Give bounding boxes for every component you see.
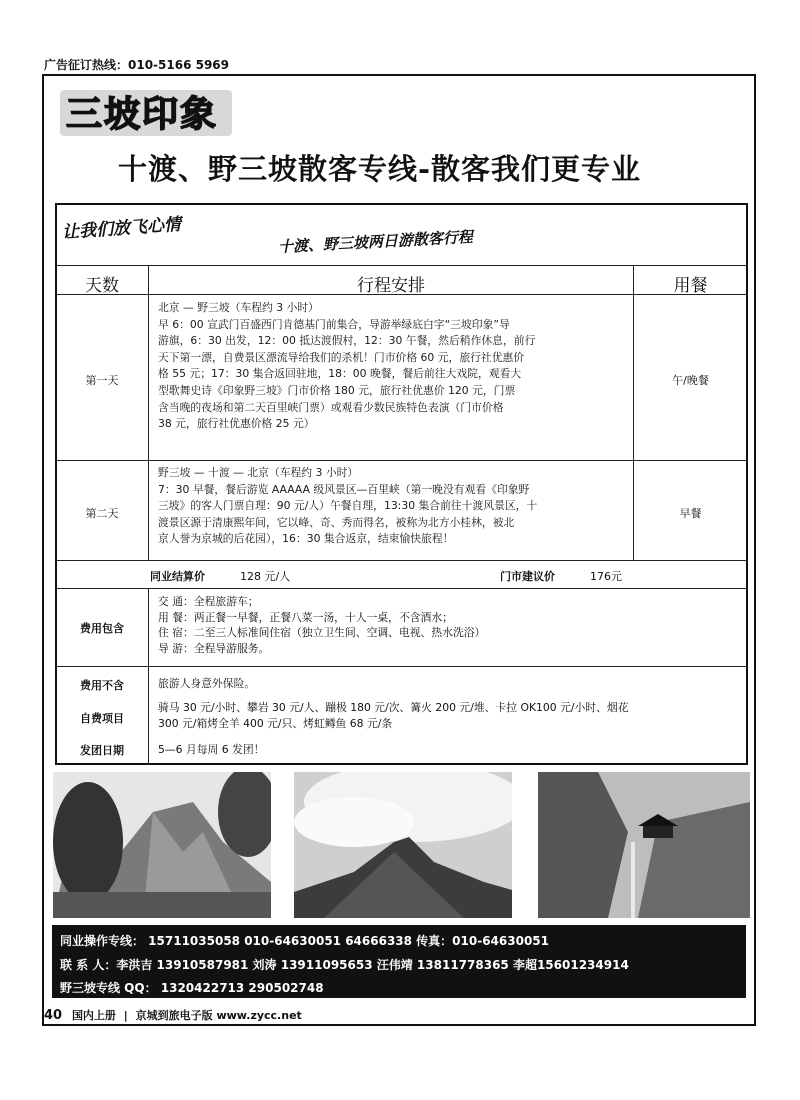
scenery-photo-cliff-pavilion	[538, 772, 750, 918]
price-rule	[55, 588, 748, 589]
day1-label: 第一天	[85, 374, 119, 387]
day2-line: 7：30 早餐，餐后游览 AAAAA 级风景区—百里峡（第一晚没有观看《印象野	[158, 482, 530, 496]
col-divider-lower	[148, 588, 149, 764]
day1-line: 格 55 元；17：30 集合返回驻地，18：00 晚餐，餐后前往大戏院，观看大	[158, 367, 522, 381]
day2-rule	[55, 560, 748, 561]
table-top-rule	[55, 265, 748, 266]
section-name: 国内上册	[71, 1009, 116, 1022]
day1-line: 含当晚的夜场和第二天百里峡门票）或观看少数民族特色表演（门市价格	[158, 400, 504, 414]
retail-price-label: 门市建议价	[500, 570, 555, 583]
departure-text: 5—6 月每周 6 发团！	[158, 743, 265, 756]
day1-line: 型歌舞史诗《印象野三坡》门市价格 180 元，旅行社优惠价 120 元，门票	[158, 383, 516, 397]
included-rule	[55, 666, 748, 667]
svg-text:三坡印象: 三坡印象	[66, 94, 219, 135]
day2-line: 野三坡 — 十渡 — 北京（车程约 3 小时）	[158, 466, 359, 479]
excluded-text: 旅游人身意外保险。	[158, 677, 256, 690]
day2-meals: 早餐	[679, 507, 702, 520]
trade-price-label: 同业结算价	[150, 570, 205, 583]
itinerary-title: 十渡、野三坡两日游散客行程	[277, 227, 474, 256]
included-item: 用 餐：两正餐一早餐，正餐八菜一汤，十人一桌，不含酒水；	[158, 610, 453, 624]
day2-label: 第二天	[85, 507, 119, 520]
contact-persons: 联 系 人：李洪吉 13910587981 刘涛 13911095653 汪伟靖 13811778365 李超15601234914	[60, 958, 629, 972]
selfpay-line: 300 元/箱烤全羊 400 元/只、烤虹鳟鱼 68 元/条	[158, 716, 393, 730]
slogan: 让我们放飞心情	[61, 214, 182, 243]
day2-line: 三坡》的客人门票自理：90 元/人）午餐自理，13:30 集合前往十渡风景区，十	[158, 499, 538, 513]
header-meals: 用餐	[673, 276, 708, 296]
selfpay-line: 骑马 30 元/小时、攀岩 30 元/人、蹦极 180 元/次、篝火 200 元/堆、卡拉 OK100 元/小时、烟花	[158, 701, 629, 714]
day1-line: 北京 — 野三坡（车程约 3 小时）	[158, 301, 319, 314]
scenery-photo-mountain-peaks	[53, 772, 271, 918]
day2-schedule	[158, 465, 628, 548]
header-schedule: 行程安排	[357, 276, 425, 296]
day2-line: 京人誉为京城的后花园），16：30 集合返京，结束愉快旅程！	[158, 532, 454, 546]
trade-price: 128 元/人	[240, 570, 291, 583]
included-item: 导 游：全程导游服务。	[158, 641, 270, 655]
departure-label: 发团日期	[80, 744, 124, 757]
publication-name: 京城到旅电子版 www.zycc.net	[135, 1009, 302, 1022]
excluded-label: 费用不含	[80, 679, 124, 692]
included-item: 交 通：全程旅游车；	[158, 595, 259, 608]
contact-qq: 野三坡专线 QQ： 1320422713 290502748	[60, 981, 324, 995]
footer-divider: |	[123, 1009, 128, 1022]
page-number: 40	[44, 1008, 63, 1023]
brand-logo	[60, 88, 235, 138]
included-item: 住 宿：二至三人标准间住宿（独立卫生间、空调、电视、热水洗浴）	[158, 626, 486, 640]
day1-line: 游旗，6：30 出发，12：00 抵达渡假村，12：30 午餐，然后稍作休息，前行	[158, 334, 536, 348]
day1-meals: 午/晚餐	[672, 374, 709, 387]
header-days: 天数	[85, 276, 119, 296]
included-label: 费用包含	[80, 622, 124, 635]
day2-line: 渡景区源于清康熙年间，它以峰、奇、秀而得名，被称为北方小桂林，被北	[158, 515, 515, 529]
included-list	[158, 594, 738, 656]
scenery-photo-ridge-clouds	[294, 772, 512, 918]
ad-hotline: 广告征订热线：010-5166 5969	[44, 58, 230, 72]
selfpay-label: 自费项目	[80, 712, 124, 725]
col-divider-1	[148, 265, 149, 560]
selfpay-list	[158, 700, 743, 731]
contact-bar	[52, 925, 746, 998]
retail-price: 176元	[590, 570, 622, 583]
day1-line: 天下第一漂，自费景区漂流导给我们的杀机！门市价格 60 元，旅行社优惠价	[158, 350, 525, 364]
day1-rule	[55, 460, 748, 461]
day1-line: 38 元，旅行社优惠价格 25 元）	[158, 417, 315, 431]
headline: 十渡、野三坡散客专线-散客我们更专业	[118, 152, 642, 186]
contact-hotline: 同业操作专线： 15711035058 010-64630051 64666338 传真：010-64630051	[60, 934, 550, 948]
day1-schedule	[158, 300, 628, 433]
day1-line: 早 6：00 宣武门百盛西门肯德基门前集合，导游举绿底白字“三坡印象”导	[158, 317, 510, 331]
page-footer	[44, 1007, 302, 1023]
